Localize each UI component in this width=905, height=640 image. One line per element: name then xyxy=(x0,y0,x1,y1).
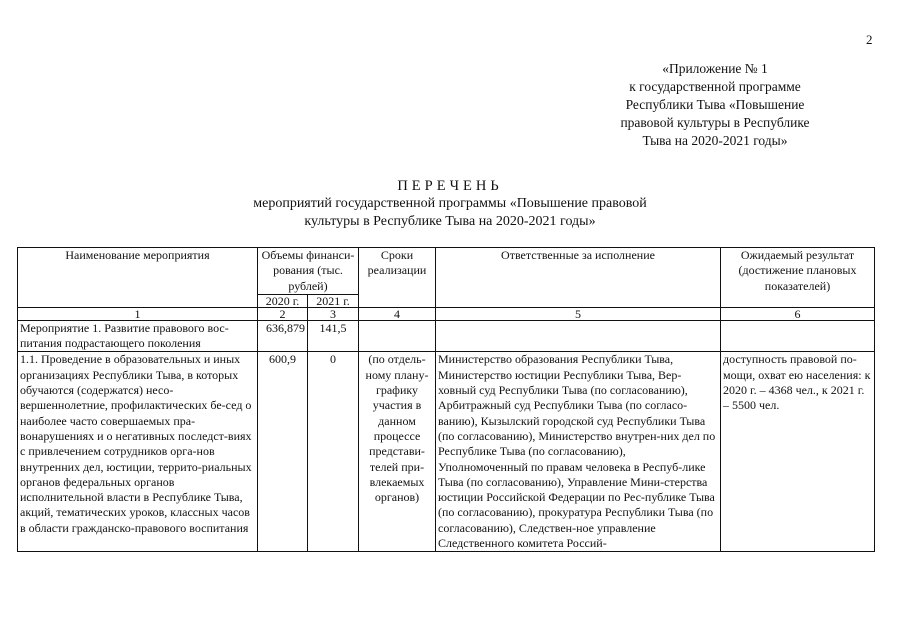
column-number: 5 xyxy=(436,307,721,320)
annex-line: Республики Тыва «Повышение xyxy=(625,97,805,112)
row-value-2021: 141,5 xyxy=(308,320,359,352)
row-value-2020: 600,9 xyxy=(258,352,308,552)
annex-line: «Приложение № 1 xyxy=(662,61,768,76)
header-name: Наименование мероприятия xyxy=(18,248,258,308)
annex-line: правовой культуры в Республике xyxy=(620,115,810,130)
row-name: Мероприятие 1. Развитие правового вос-питания подрастающего поколения xyxy=(18,320,258,352)
column-number: 4 xyxy=(359,307,436,320)
row-name: 1.1. Проведение в образовательных и иных организациях Республики Тыва, в которых обучаются (содержатся) несо-вершеннолетние, профилактических бе-сед о наиболее часто совершаемых пра-вонарушениях и о негативных последст-виях с привлечением сотрудников орга-нов внутренних дел, юстиции, террито-риальных органов федеральных органов исполнительной власти в Республике Тыва, акций, тематических уроков, классных часов в области гражданско-правового воспитания xyxy=(18,352,258,552)
row-responsible: Министерство образования Республики Тыва, Министерство юстиции Республики Тыва, Вер-ховный суд Республики Тыва (по согласованию), Арбитражный суд Республики Тыва (по согласо-ванию), Кызылский городской суд Республики Тыва (по согласованию), Министерство внутрен-них дел по Республике Тыва (по согласованию), Уполномоченный по правам человека в Респуб-лике Тыва (по согласованию), Управление Мини-стерства юстиции Российской Федерации по Рес-публике Тыва (по согласованию), прокуратура Республики Тыва (по согласованию), Следствен-ное управление Следственного комитета Россий- xyxy=(436,352,721,552)
row-terms: (по отдель-ному плану-графику участия в данном процессе представи-телей при-влекаемых органов) xyxy=(359,352,436,552)
page-number: 2 xyxy=(866,32,873,47)
document-title xyxy=(230,177,670,231)
column-number: 3 xyxy=(308,307,359,320)
title-main: ПЕРЕЧЕНЬ xyxy=(397,178,503,194)
title-line: культуры в Республике Тыва на 2020-2021 годы» xyxy=(304,214,596,229)
table-row xyxy=(18,320,875,352)
header-funding: Объемы финанси-рования (тыс. рублей) xyxy=(258,248,359,295)
row-result xyxy=(721,320,875,352)
row-terms xyxy=(359,320,436,352)
title-line: мероприятий государственной программы «Повышение правовой xyxy=(253,196,647,211)
row-responsible xyxy=(436,320,721,352)
row-value-2021: 0 xyxy=(308,352,359,552)
row-value-2020: 636,879 xyxy=(258,320,308,352)
table-row xyxy=(18,352,875,552)
column-number: 6 xyxy=(721,307,875,320)
annex-line: Тыва на 2020-2021 годы» xyxy=(642,133,788,148)
header-terms: Сроки реализации xyxy=(359,248,436,308)
column-number: 2 xyxy=(258,307,308,320)
column-number: 1 xyxy=(18,307,258,320)
annex-line: к государственной программе xyxy=(629,79,801,94)
column-number-row xyxy=(18,307,875,320)
measures-table xyxy=(17,247,875,552)
header-responsible: Ответственные за исполнение xyxy=(436,248,721,308)
row-result: доступность правовой по-мощи, охват ею населения: к 2020 г. – 4368 чел., к 2021 г. – 5500 чел. xyxy=(721,352,875,552)
header-result: Ожидаемый результат (достижение плановых показателей) xyxy=(721,248,875,308)
header-year-2021: 2021 г. xyxy=(308,294,359,307)
table-header-row xyxy=(18,248,875,295)
annex-header xyxy=(590,60,840,150)
header-year-2020: 2020 г. xyxy=(258,294,308,307)
